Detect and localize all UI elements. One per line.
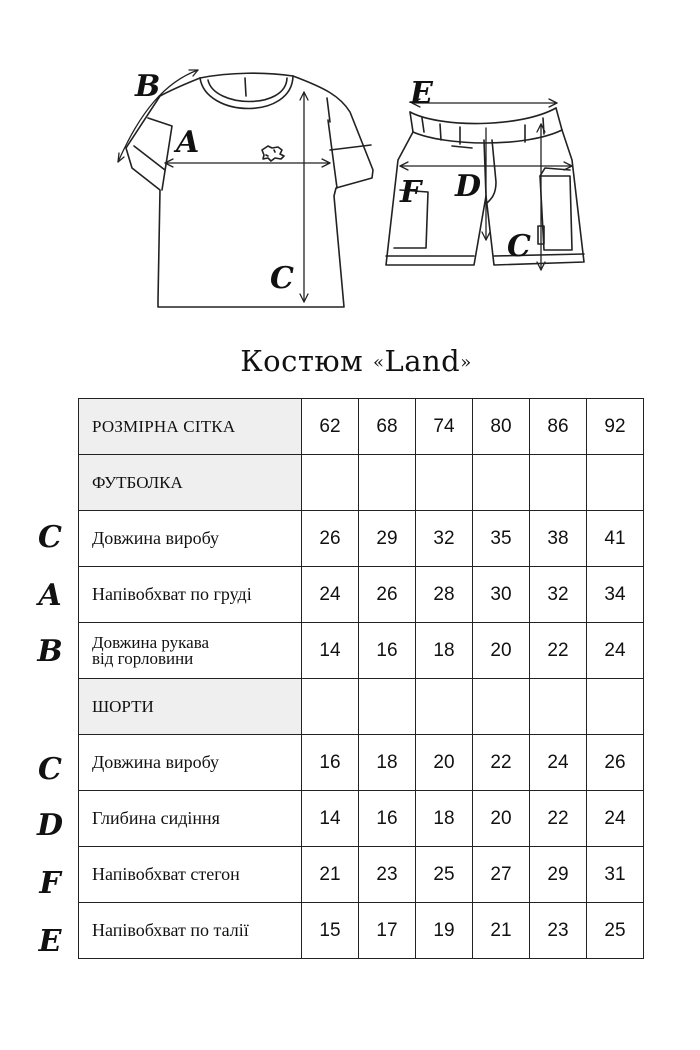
shorts-label-d: D (455, 169, 482, 204)
cell-value: 16 (359, 791, 416, 847)
cell-value: 24 (302, 567, 359, 623)
title-main: Костюм (240, 344, 364, 378)
size-header: 80 (473, 399, 530, 455)
row-label: Напівобхват по талії (79, 903, 302, 959)
shorts-label-f: F (400, 175, 422, 210)
shorts-label-c: C (507, 229, 531, 264)
cell-value: 18 (359, 735, 416, 791)
row-letter: C (38, 752, 62, 787)
cell-value: 32 (416, 511, 473, 567)
title-quote-close: » (460, 352, 472, 373)
cell-value: 24 (530, 735, 587, 791)
cell-value: 31 (587, 847, 644, 903)
cell-value: 20 (473, 623, 530, 679)
size-header: 74 (416, 399, 473, 455)
row-letter: B (37, 634, 63, 669)
cell-value: 17 (359, 903, 416, 959)
cell-value: 23 (359, 847, 416, 903)
row-label: Напівобхват стегон (79, 847, 302, 903)
section-row-shorts (79, 679, 644, 735)
page-title (0, 344, 700, 378)
cell-value: 30 (473, 567, 530, 623)
row-letter: E (38, 924, 62, 959)
row-label: Напівобхват по груді (79, 567, 302, 623)
cell-value: 25 (416, 847, 473, 903)
size-header: 62 (302, 399, 359, 455)
tshirt-drawing (126, 73, 373, 307)
row-letter: C (38, 520, 62, 555)
cell-value: 27 (473, 847, 530, 903)
cell-value: 29 (359, 511, 416, 567)
cell-value: 41 (587, 511, 644, 567)
table-row (79, 511, 644, 567)
cell-value: 14 (302, 791, 359, 847)
table-header-row (79, 399, 644, 455)
cell-value: 22 (530, 791, 587, 847)
cell-value: 22 (530, 623, 587, 679)
cell-value: 16 (359, 623, 416, 679)
title-quote-open: « (372, 352, 385, 373)
cell-value: 38 (530, 511, 587, 567)
row-label: Глибина сидіння (79, 791, 302, 847)
table-row (79, 847, 644, 903)
size-header: 86 (530, 399, 587, 455)
cell-value: 34 (587, 567, 644, 623)
cell-value: 26 (302, 511, 359, 567)
cell-value: 19 (416, 903, 473, 959)
row-letter: A (38, 578, 62, 613)
cell-value: 21 (302, 847, 359, 903)
table-row (79, 791, 644, 847)
header-label: РОЗМІРНА СІТКА (79, 399, 302, 455)
table-row (79, 623, 644, 679)
cell-value: 24 (587, 623, 644, 679)
cell-value: 15 (302, 903, 359, 959)
cell-value: 32 (530, 567, 587, 623)
cell-value: 35 (473, 511, 530, 567)
cell-value: 21 (473, 903, 530, 959)
section-title: ШОРТИ (79, 679, 302, 735)
row-label-line1: Довжина рукава (92, 632, 210, 652)
size-header: 92 (587, 399, 644, 455)
cell-value: 25 (587, 903, 644, 959)
tshirt-label-c: C (270, 261, 294, 296)
row-label (79, 623, 302, 679)
row-label-line2: від горловини (92, 648, 194, 668)
cell-value: 18 (416, 791, 473, 847)
cell-value: 22 (473, 735, 530, 791)
tshirt-label-a: A (176, 125, 200, 160)
table-row (79, 735, 644, 791)
row-label: Довжина виробу (79, 735, 302, 791)
size-header: 68 (359, 399, 416, 455)
garment-illustration (0, 0, 700, 340)
cell-value: 29 (530, 847, 587, 903)
cell-value: 20 (473, 791, 530, 847)
cell-value: 24 (587, 791, 644, 847)
cell-value: 18 (416, 623, 473, 679)
cell-value: 14 (302, 623, 359, 679)
title-name: Land (384, 344, 461, 378)
row-letter: D (36, 808, 63, 843)
cell-value: 28 (416, 567, 473, 623)
row-letter: F (39, 866, 61, 901)
cell-value: 26 (359, 567, 416, 623)
section-title: ФУТБОЛКА (79, 455, 302, 511)
size-chart-table (78, 398, 644, 959)
table-row (79, 903, 644, 959)
cell-value: 16 (302, 735, 359, 791)
cell-value: 23 (530, 903, 587, 959)
table-row (79, 567, 644, 623)
cell-value: 26 (587, 735, 644, 791)
tshirt-label-b: B (135, 69, 161, 104)
row-label: Довжина виробу (79, 511, 302, 567)
section-row-tshirt (79, 455, 644, 511)
shorts-label-e: E (410, 76, 433, 111)
cell-value: 20 (416, 735, 473, 791)
